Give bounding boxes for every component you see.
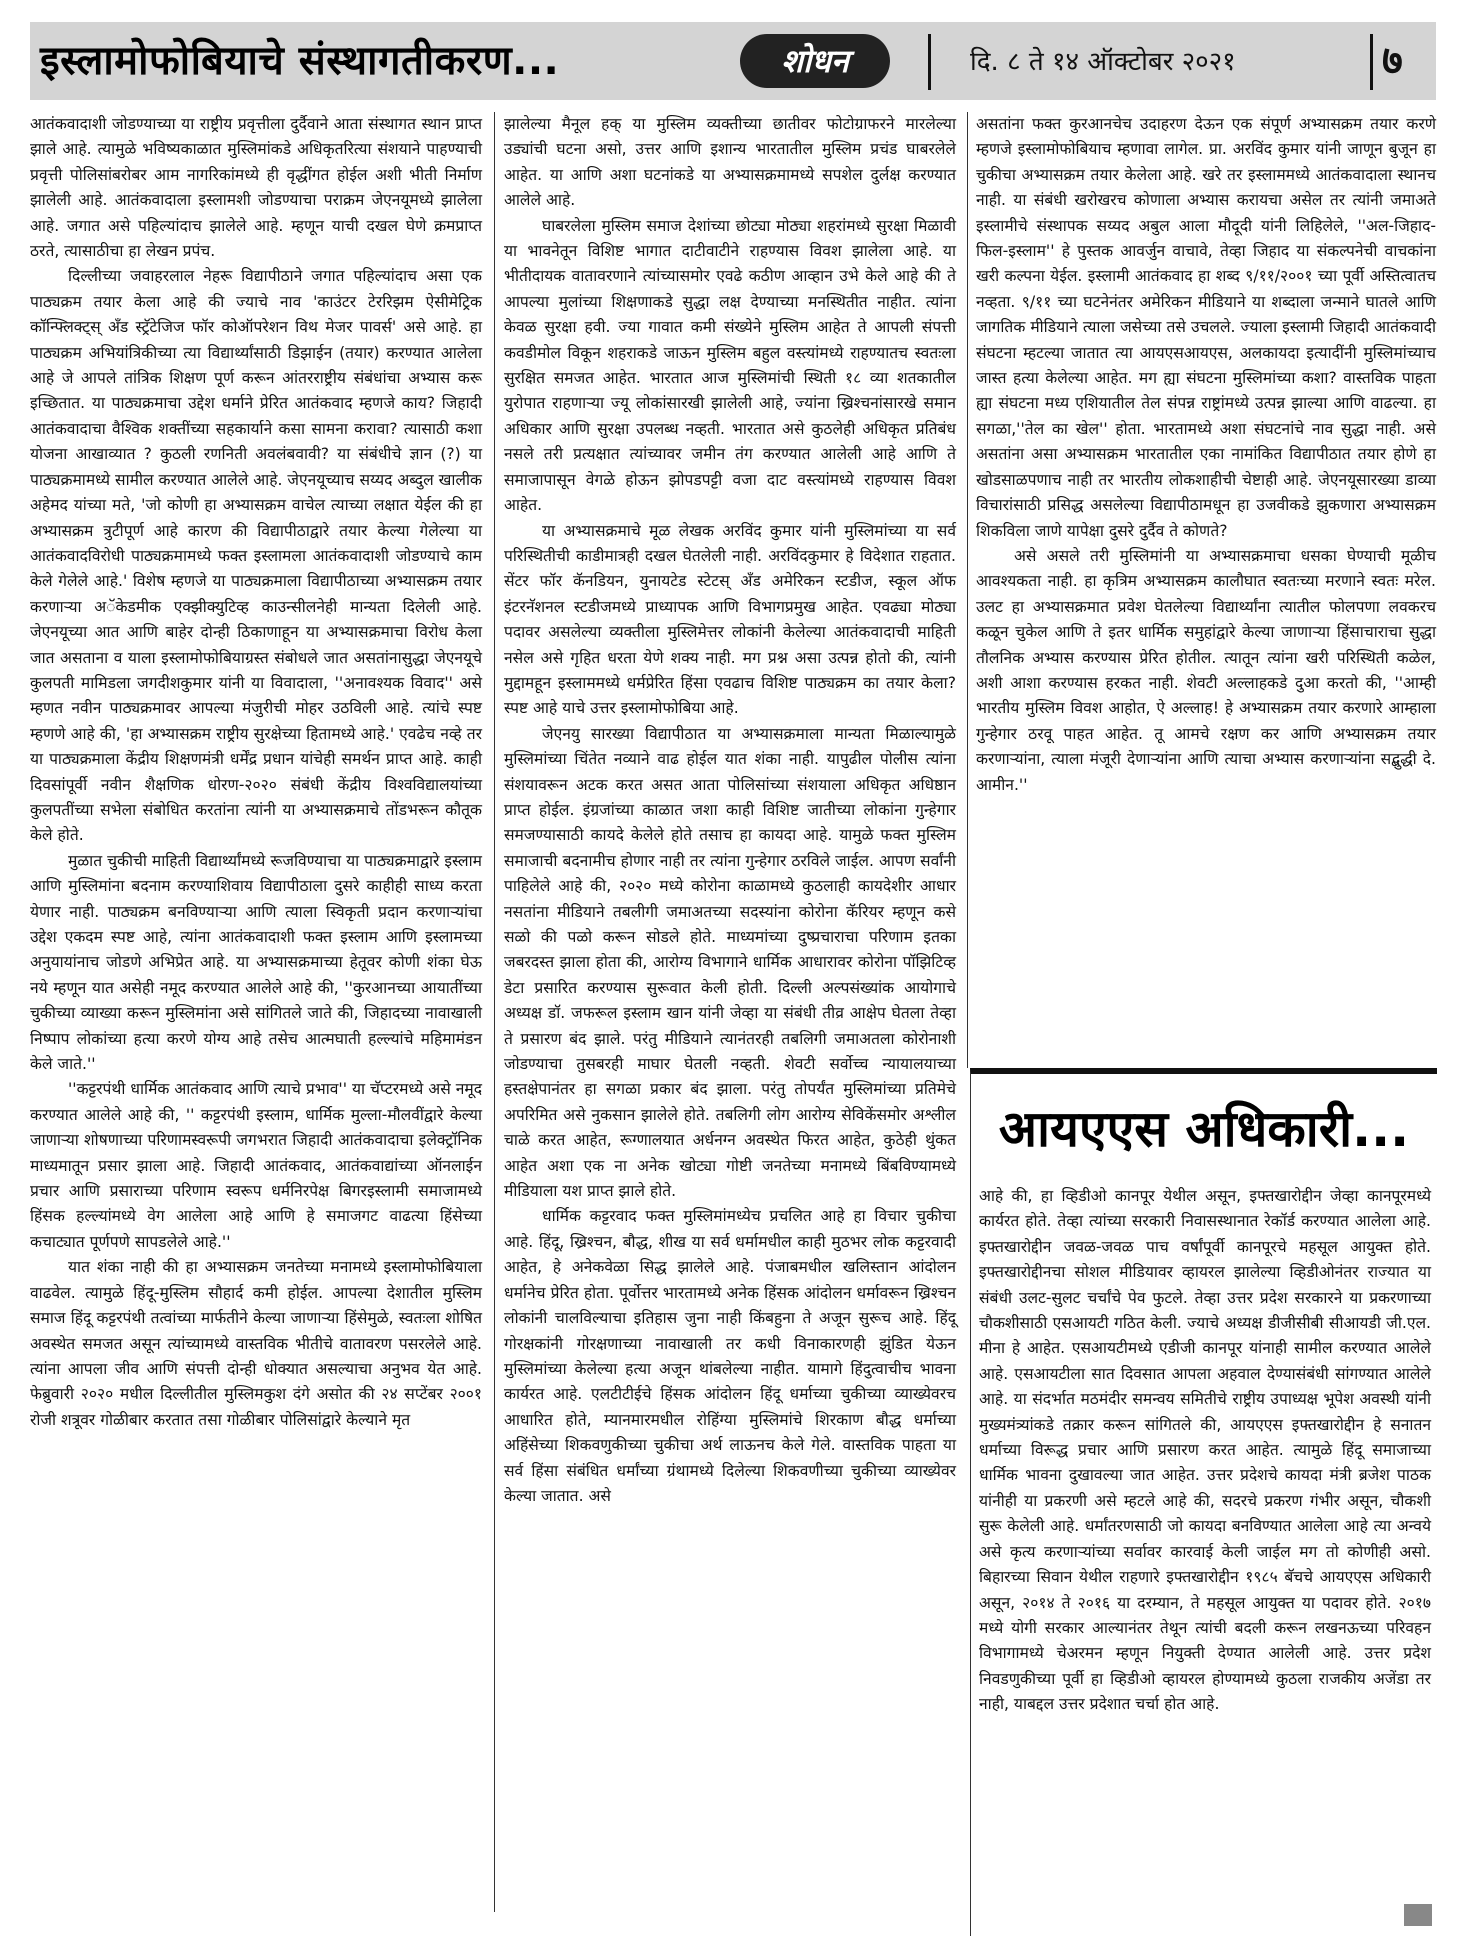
- box-body: [979, 1184, 1431, 1718]
- continued-article-box: [970, 1068, 1437, 1936]
- paragraph: जेएनयु सारख्या विद्यापीठात या अभ्यासक्रमाला मान्यता मिळाल्यामुळे मुस्लिमांच्या चिंतेत नव्याने वाढ होईल यात शंका नाही. यापुढील पोलीस त्यांना संशयावरून अटक करत असत आता पोलिसांच्या संशयाला अधिकृत अधिष्ठान प्राप्त होईल. इंग्रजांच्या काळात जशा काही विशिष्ट जातीच्या लोकांना गुन्हेगार समजण्यासाठी कायदे केलेले होते तसाच हा कायदा आहे. यामुळे फक्त मुस्लिम समाजाची बदनामीच होणार नाही तर त्यांना गुन्हेगार ठरविले जाईल. आपण सर्वांनी पाहिलेले आहे की, २०२० मध्ये कोरोना काळामध्ये कुठलाही कायदेशीर आधार नसतांना मीडियाने तबलीगी जमाअतच्या सदस्यांना कोरोना कॅरियर म्हणून कसे सळो की पळो करून सोडले होते. माध्यमांच्या दुष्प्रचाराचा परिणाम इतका जबरदस्त झाला होता की, आरोग्य विभागाने धार्मिक आधारावर कोरोना पॉझिटिव्ह डेटा प्रसारित करण्यास सुरूवात केली होती. दिल्ली अल्पसंख्यांक आयोगाचे अध्यक्ष डॉ. जफरूल इस्लाम खान यांनी जेव्हा या संबंधी तीव्र आक्षेप घेतला तेव्हा ते प्रसारण बंद झाले. परंतु मीडियाने त्यानंतरही तबलिगी जमाअतला कोरोनाशी जोडण्याचा तुसबरही माघार घेतली नव्हती. शेवटी सर्वोच्च न्यायालयाच्या हस्तक्षेपानंतर हा सगळा प्रकार बंद झाला. परंतु तोपर्यंत मुस्लिमांच्या प्रतिमेचे अपरिमित असे नुकसान झालेले होते. तबलिगी लोग आरोग्य सेविकेंसमोर अश्लील चाळे करत आहेत, रूग्णालयात अर्धनग्न अवस्थेत फिरत आहेत, कुठेही थुंकत आहेत अशा एक ना अनेक खोट्या गोष्टी जनतेच्या मनामध्ये बिंबविण्यामध्ये मीडियाला यश प्राप्त झाले होते.: [504, 724, 956, 1201]
- paragraph: यात शंका नाही की हा अभ्यासक्रम जनतेच्या मनामध्ये इस्लामोफोबियाला वाढवेल. त्यामुळे हिंदू-मुस्लिम सौहार्द कमी होईल. आपल्या देशातील मुस्लिम समाज हिंदू कट्टरपंथी तत्वांच्या मार्फतीने केल्या जाणाऱ्या हिंसेमुळे, स्वतःला शोषित अवस्थेत समजत असून त्यांच्यामध्ये वास्तविक भीतीचे वातावरण पसरलेले आहे. त्यांना आपला जीव आणि संपत्ती दोन्ही धोक्यात असल्याचा अनुभव येत आहे. फेब्रुवारी २०२० मधील दिल्लीतील मुस्लिमकुश दंगे असोत की २४ सप्टेंबर २००१ रोजी शत्रूवर गोळीबार करतात तसा गोळीबार पोलिसांद्वारे केल्याने मृत: [30, 1258, 482, 1429]
- publication-logo: शोधन: [740, 34, 890, 88]
- paragraph: धार्मिक कट्टरवाद फक्त मुस्लिमांमध्येच प्रचलित आहे हा विचार चुकीचा आहे. हिंदू, ख्रिश्चन, बौद्ध, शीख या सर्व धर्मामधील काही मुठभर लोक कट्टरवादी आहेत, हे अनेकवेळा सिद्ध झालेले आहे. पंजाबमधील खलिस्तान आंदोलन धर्मानेच प्रेरित होता. पूर्वोत्तर भारतामध्ये अनेक हिंसक आंदोलन धर्मावरून ख्रिश्चन लोकांनी चालविल्याचा इतिहास जुना नाही किंबहुना ते अजून सुरूच आहे. हिंदू गोरक्षकांनी गोरक्षणाच्या नावाखाली तर कधी विनाकारणही झुंडित येऊन मुस्लिमांच्या केलेल्या हत्या अजून थांबलेल्या नाहीत. यामागे हिंदुत्वाचीच भावना कार्यरत आहे. एलटीटीईचे हिंसक आंदोलन हिंदू धर्माच्या चुकीच्या व्याख्येवरच आधारित होते, म्यानमारमधील रोहिंग्या मुस्लिमांचे शिरकाण बौद्ध धर्माच्या अहिंसेच्या शिकवणुकीच्या चुकीचा अर्थ लाऊनच केले गेले. वास्तविक पाहता या सर्व हिंसा संबंधित धर्मांच्या ग्रंथामध्ये दिलेल्या शिकवणीच्या चुकीच्या व्याख्येवर केल्या जातात. असे: [504, 1207, 956, 1505]
- column-divider: [967, 112, 968, 1068]
- article-column-1: [30, 112, 482, 1433]
- article-title: इस्लामोफोबियाचे संस्थागतीकरण...: [40, 38, 560, 84]
- paragraph: ''कट्टरपंथी धार्मिक आतंकवाद आणि त्याचे प्रभाव'' या चॅप्टरमध्ये असे नमूद करण्यात आलेले आहे की, '' कट्टरपंथी इस्लाम, धार्मिक मुल्ला-मौलवींद्वारे केल्या जाणाऱ्या शोषणाच्या परिणामस्वरूपी जगभरात जिहादी आतंकवादाचा इलेक्ट्रॉनिक माध्यमातून प्रसार झाला आहे. जिहादी आतंकवाद, आतंकवाद्यांच्या ऑनलाईन प्रचार आणि प्रसाराच्या परिणाम स्वरूप धर्मनिरपेक्ष बिगरइस्लामी समाजामध्ये हिंसक हल्ल्यांमध्ये वेग आलेला आहे आणि हे समाजगट वाढत्या हिंसेच्या कचाट्यात पूर्णपणे सापडलेले आहे.'': [30, 1080, 482, 1251]
- paragraph: दिल्लीच्या जवाहरलाल नेहरू विद्यापीठाने जगात पहिल्यांदाच असा एक पाठ्यक्रम तयार केला आहे की ज्याचे नाव 'काउंटर टेररिझम ऐसीमेट्रिक कॉन्फ्लिक्ट्स् अँड स्ट्रॅटेजिज फॉर कोऑपरेशन विथ मेजर पावर्स' असे आहे. हा पाठ्यक्रम अभियांत्रिकीच्या त्या विद्यार्थ्यांसाठी डिझाईन (तयार) करण्यात आलेला आहे जे आपले तांत्रिक शिक्षण पूर्ण करून आंतरराष्ट्रीय संबंधांचा अभ्यास करू इच्छितात. या पाठ्यक्रमाचा उद्देश धर्माने प्रेरित आतंकवाद म्हणजे काय? जिहादी आतंकवादाचा वैश्विक शक्तींच्या सहकार्याने कसा सामना करावा? त्यासाठी कशा योजना आखाव्यात ? कुठली रणनिती अवलंबवावी? या संबंधीचे ज्ञान (?) या पाठ्यक्रमामध्ये सामील करण्यात आलेले आहे. जेएनयूच्याच सय्यद अब्दुल खालीक अहेमद यांच्या मते, 'जो कोणी हा अभ्यासक्रम वाचेल त्याच्या लक्षात येईल की हा अभ्यासक्रम त्रुटीपूर्ण आहे कारण की विद्यापीठाद्वारे तयार केल्या गेलेल्या या आतंकवादविरोधी पाठ्यक्रमामध्ये फक्त इस्लामला आतंकवादाशी जोडण्याचे काम केले गेलेले आहे.' विशेष म्हणजे या पाठ्यक्रमाला विद्यापीठाच्या अभ्यासक्रम तयार करणाऱ्या अॅकेडमीक एक्झीक्युटिव्ह काउन्सीलनेही मान्यता दिलेली आहे. जेएनयूच्या आत आणि बाहेर दोन्ही ठिकाणाहून या अभ्यासक्रमाचा विरोध केला जात असताना व याला इस्लामोफोबियाग्रस्त संबोधले जात असतांनासुद्धा जेएनयूचे कुलपती मामिडला जगदीशकुमार यांनी या विवादाला, ''अनावश्यक विवाद'' असे म्हणत नवीन पाठ्यक्रमावर आपल्या मंजुरीची मोहर उठविली आहे. त्यांचे स्पष्ट म्हणणे आहे की, 'हा अभ्यासक्रम राष्ट्रीय सुरक्षेच्या हितामध्ये आहे.' एवढेच नव्हे तर या पाठ्यक्रमाला केंद्रीय शिक्षणमंत्री धर्मेंद्र प्रधान यांचेही समर्थन प्राप्त आहे. काही दिवसांपूर्वी नवीन शैक्षणिक धोरण-२०२० संबंधी केंद्रीय विश्वविद्यालयांच्या कुलपतींच्या सभेला संबोधित करतांना त्यांनी या अभ्यासक्रमाचे तोंडभरून कौतूक केले होते.: [30, 267, 482, 845]
- paragraph: असतांना फक्त कुरआनचेच उदाहरण देऊन एक संपूर्ण अभ्यासक्रम तयार करणे म्हणजे इस्लामोफोबियाच म्हणावा लागेल. प्रा. अरविंद कुमार यांनी जाणून बुजून हा चुकीचा अभ्यासक्रम तयार केलेला आहे. खरे तर इस्लाममध्ये आतंकवादाला स्थानच नाही. या संबंधी खरोखरच कोणाला अभ्यास करायचा असेल तर त्यांनी जमाअते इस्लामीचे संस्थापक सय्यद अबुल आला मौदूदी यांनी लिहिलेले, ''अल-जिहाद-फिल-इस्लाम'' हे पुस्तक आवर्जुन वाचावे, तेव्हा जिहाद या संकल्पनेची वाचकांना खरी कल्पना येईल. इस्लामी आतंकवाद हा शब्द ९/११/२००१ च्या पूर्वी अस्तित्वातच नव्हता. ९/११ च्या घटनेनंतर अमेरिकन मीडियाने या शब्दाला जन्माने घातले आणि जागतिक मीडियाने त्याला जसेच्या तसे उचलले. ज्याला इस्लामी जिहादी आतंकवादी संघटना म्हटल्या जातात त्या आयएसआयएस, अलकायदा इत्यादींनी मुस्लिमांच्याच जास्त हत्या केलेल्या आहेत. मग ह्या संघटना मुस्लिमांच्या कशा? वास्तविक पाहता ह्या संघटना मध्य एशियातील तेल संपन्न राष्ट्रांमध्ये उत्पन्न झाल्या आणि वाढल्या. हा सगळा,''तेल का खेल'' होता. भारतामध्ये अशा संघटनांचे नाव सुद्धा नाही. असे असतांना असा अभ्यासक्रम भारतातील एका नामांकित विद्यापीठात तयार होणे हा खोडसाळपणाच नाही तर भारतीय लोकशाहीची चेष्टाही आहे. जेएनयूसारख्या डाव्या विचारांसाठी प्रसिद्ध असलेल्या विद्यापीठामधून हा उजवीकडे झुकणारा अभ्यासक्रम शिकविला जाणे यापेक्षा दुसरे दुर्दैव ते कोणते?: [976, 115, 1436, 540]
- header-divider: [1370, 34, 1373, 90]
- issue-date: दि. ८ ते १४ ऑक्टोबर २०२१: [970, 47, 1236, 77]
- paragraph: या अभ्यासक्रमाचे मूळ लेखक अरविंद कुमार यांनी मुस्लिमांच्या या सर्व परिस्थितीची काडीमात्रही दखल घेतलेली नाही. अरविंदकुमार हे विदेशात राहतात. सेंटर फॉर कॅनडियन, युनायटेड स्टेटस् अँड अमेरिकन स्टडीज, स्कूल ऑफ इंटरनॅशनल स्टडीजमध्ये प्राध्यापक आणि विभागप्रमुख आहेत. एवढ्या मोठ्या पदावर असलेल्या व्यक्तीला मुस्लिमेत्तर लोकांनी केलेल्या आतंकवादाची माहिती नसेल असे गृहित धरता येणे शक्य नाही. मग प्रश्न असा उत्पन्न होतो की, त्यांनी मुद्दामहून इस्लाममध्ये धर्मप्रेरित हिंसा एवढाच विशिष्ट पाठ्यक्रम का तयार केला? स्पष्ट आहे याचे उत्तर इस्लामोफोबिया आहे.: [504, 521, 956, 718]
- corner-marker: [1404, 1904, 1432, 1926]
- paragraph: असे असले तरी मुस्लिमांनी या अभ्यासक्रमाचा धसका घेण्याची मूळीच आवश्यकता नाही. हा कृत्रिम अभ्यासक्रम कालौघात स्वतःच्या मरणाने स्वतः मरेल. उलट हा अभ्यासक्रमात प्रवेश घेतलेल्या विद्यार्थ्यांना त्यातील फोलपणा लवकरच कळून चुकेल आणि ते इतर धार्मिक समुहांद्वारे केल्या जाणाऱ्या हिंसाचाराचा सुद्धा तौलनिक अभ्यास करण्यास प्रेरित होतील. त्यातून त्यांना खरी परिस्थिती कळेल, अशी आशा करण्यास हरकत नाही. शेवटी अल्लाहकडे दुआ करतो की, ''आम्ही भारतीय मुस्लिम विवश आहोत, ऐ अल्लाह! हे अभ्यासक्रम तयार करणारे आम्हाला गुन्हेगार ठरवू पाहत आहेत. तू आमचे रक्षण कर आणि अभ्यासक्रम तयार करणाऱ्यांना, त्याला मंजूरी देणाऱ्यांना आणि त्याचा अभ्यास करणाऱ्यांना सद्बुद्धी दे. आमीन.'': [976, 546, 1436, 794]
- header-divider: [928, 34, 931, 90]
- page-header: [30, 22, 1436, 100]
- paragraph: मुळात चुकीची माहिती विद्यार्थ्यांमध्ये रूजविण्याचा या पाठ्यक्रमाद्वारे इस्लाम आणि मुस्लिमांना बदनाम करण्याशिवाय विद्यापीठाला दुसरे काहीही साध्य करता येणार नाही. पाठ्यक्रम बनविण्याऱ्या आणि त्याला स्विकृती प्रदान करणाऱ्यांचा उद्देश एकदम स्पष्ट आहे, त्यांना आतंकवादाशी फक्त इस्लाम आणि इस्लामच्या अनुयायांनाच जोडणे अभिप्रेत आहे. या अभ्यासक्रमाच्या हेतूवर कोणी शंका घेऊ नये म्हणून यात असेही नमूद करण्यात आलेले आहे की, ''कुरआनच्या आयातींच्या चुकीच्या व्याख्या करून मुस्लिमांना असे सांगितले जाते की, जिहादच्या नावाखाली निष्पाप लोकांच्या हत्या करणे योग्य आहे तसेच आत्मघाती हल्ल्यांचे महिमामंडन केले जाते.'': [30, 851, 482, 1074]
- article-column-2: [504, 112, 956, 1509]
- paragraph: आतंकवादाशी जोडण्याच्या या राष्ट्रीय प्रवृत्तीला दुर्दैवाने आता संस्थागत स्थान प्राप्त झाले आहे. त्यामुळे भविष्यकाळात मुस्लिमांकडे अधिकृतरित्या संशयाने पाहण्याची प्रवृत्ती पोलिसांबरोबर आम नागरिकांमध्ये ही वृद्धींगत होईल अशी भीती निर्माण झालेली आहे. आतंकवादाला इस्लामशी जोडण्याचा पराक्रम जेएनयूमध्ये झालेला आहे. जगात असे पहिल्यांदाच झालेले आहे. म्हणून याची दखल घेणे क्रमप्राप्त ठरते, त्यासाठीचा हा लेखन प्रपंच.: [30, 115, 482, 261]
- box-title: आयएएस अधिकारी...: [998, 1100, 1410, 1158]
- column-divider: [494, 112, 495, 1912]
- paragraph: घाबरलेला मुस्लिम समाज देशांच्या छोट्या मोठ्या शहरांमध्ये सुरक्षा मिळावी या भावनेतून विशिष्ट भागात दाटीवाटीने राहण्यास विवश झालेला आहे. या भीतीदायक वातावरणाने त्यांच्यासमोर एवढे कठीण आव्हान उभे केले आहे की ते आपल्या मुलांच्या शिक्षणाकडे सुद्धा लक्ष देण्याच्या मनस्थितीत नाहीत. त्यांना केवळ सुरक्षा हवी. ज्या गावात कमी संख्येने मुस्लिम आहेत ते आपली संपत्ती कवडीमोल विकून शहराकडे जाऊन मुस्लिम बहुल वस्त्यांमध्ये राहण्यातच स्वतःला सुरक्षित समजत आहेत. भारतात आज मुस्लिमांची स्थिती १८ व्या शतकातील युरोपात राहणाऱ्या ज्यू लोकांसारखी झालेली आहे, ज्यांना ख्रिश्चनांसारखे समान अधिकार आणि सुरक्षा उपलब्ध नव्हती. भारतात असे कुठलेही अधिकृत प्रतिबंध नसले तरी प्रत्यक्षात त्यांच्यावर जमीन तंग करण्यात आलेली आहे आणि ते समाजापासून वेगळे होऊन झोपडपट्टी वजा दाट वस्त्यांमध्ये राहण्यास विवश आहेत.: [504, 216, 956, 515]
- paragraph: आहे की, हा व्हिडीओ कानपूर येथील असून, इफ्तखारोद्दीन जेव्हा कानपूरमध्ये कार्यरत होते. तेव्हा त्यांच्या सरकारी निवासस्थानात रेकॉर्ड करण्यात आलेला आहे. इफ्तखारोद्दीन जवळ-जवळ पाच वर्षांपूर्वी कानपूरचे महसूल आयुक्त होते. इफ्तखारोद्दीनचा सोशल मीडियावर व्हायरल झालेल्या व्हिडीओनंतर राज्यात या संबंधी उलट-सुलट चर्चांचे पेव फुटले. तेव्हा उत्तर प्रदेश सरकारने या प्रकरणाच्या चौकशीसाठी एसआयटी गठित केली. ज्याचे अध्यक्ष डीजीसीबी सीआयडी जी.एल. मीना हे आहेत. एसआयटीमध्ये एडीजी कानपूर यांनाही सामील करण्यात आलेले आहे. एसआयटीला सात दिवसात आपला अहवाल देण्यासंबंधी सांगण्यात आलेले आहे. या संदर्भात मठमंदीर समन्वय समितीचे राष्ट्रीय उपाध्यक्ष भूपेश अवस्थी यांनी मुख्यमंत्र्यांकडे तक्रार करून सांगितले की, आयएएस इफ्तखारोद्दीन हे सनातन धर्माच्या विरूद्ध प्रचार आणि प्रसारण करत आहेत. त्यामुळे हिंदू समाजाच्या धार्मिक भावना दुखावल्या जात आहेत. उत्तर प्रदेशचे कायदा मंत्री ब्रजेश पाठक यांनीही या प्रकरणी असे म्हटले आहे की, सदरचे प्रकरण गंभीर असून, चौकशी सुरू केलेली आहे. धर्मांतरणसाठी जो कायदा बनविण्यात आलेला आहे त्या अन्वये असे कृत्य करणाऱ्यांच्या सर्वावर कारवाई केली जाईल मग तो कोणीही असो. बिहारच्या सिवान येथील राहणारे इफ्तखारोद्दीन १९८५ बॅचचे आयएएस अधिकारी असून, २०१४ ते २०१६ या दरम्यान, ते महसूल आयुक्त या पदावर होते. २०१७ मध्ये योगी सरकार आल्यानंतर तेथून त्यांची बदली करून लखनऊच्या परिवहन विभागामध्ये चेअरमन म्हणून नियुक्ती देण्यात आलेली आहे. उत्तर प्रदेश निवडणुकीच्या पूर्वी हा व्हिडीओ व्हायरल होण्यामध्ये कुठला राजकीय अजेंडा तर नाही, याबद्दल उत्तर प्रदेशात चर्चा होत आहे.: [979, 1187, 1431, 1714]
- article-column-3: [976, 112, 1436, 798]
- page-number: ७: [1382, 38, 1403, 84]
- paragraph: झालेल्या मैनूल हक् या मुस्लिम व्यक्तीच्या छातीवर फोटोग्राफरने मारलेल्या उड्यांची घटना असो, उत्तर आणि इशान्य भारतातील मुस्लिम प्रचंड घाबरलेले आहेत. या आणि अशा घटनांकडे या अभ्यासक्रमामध्ये सपशेल दुर्लक्ष करण्यात आलेले आहे.: [504, 115, 957, 210]
